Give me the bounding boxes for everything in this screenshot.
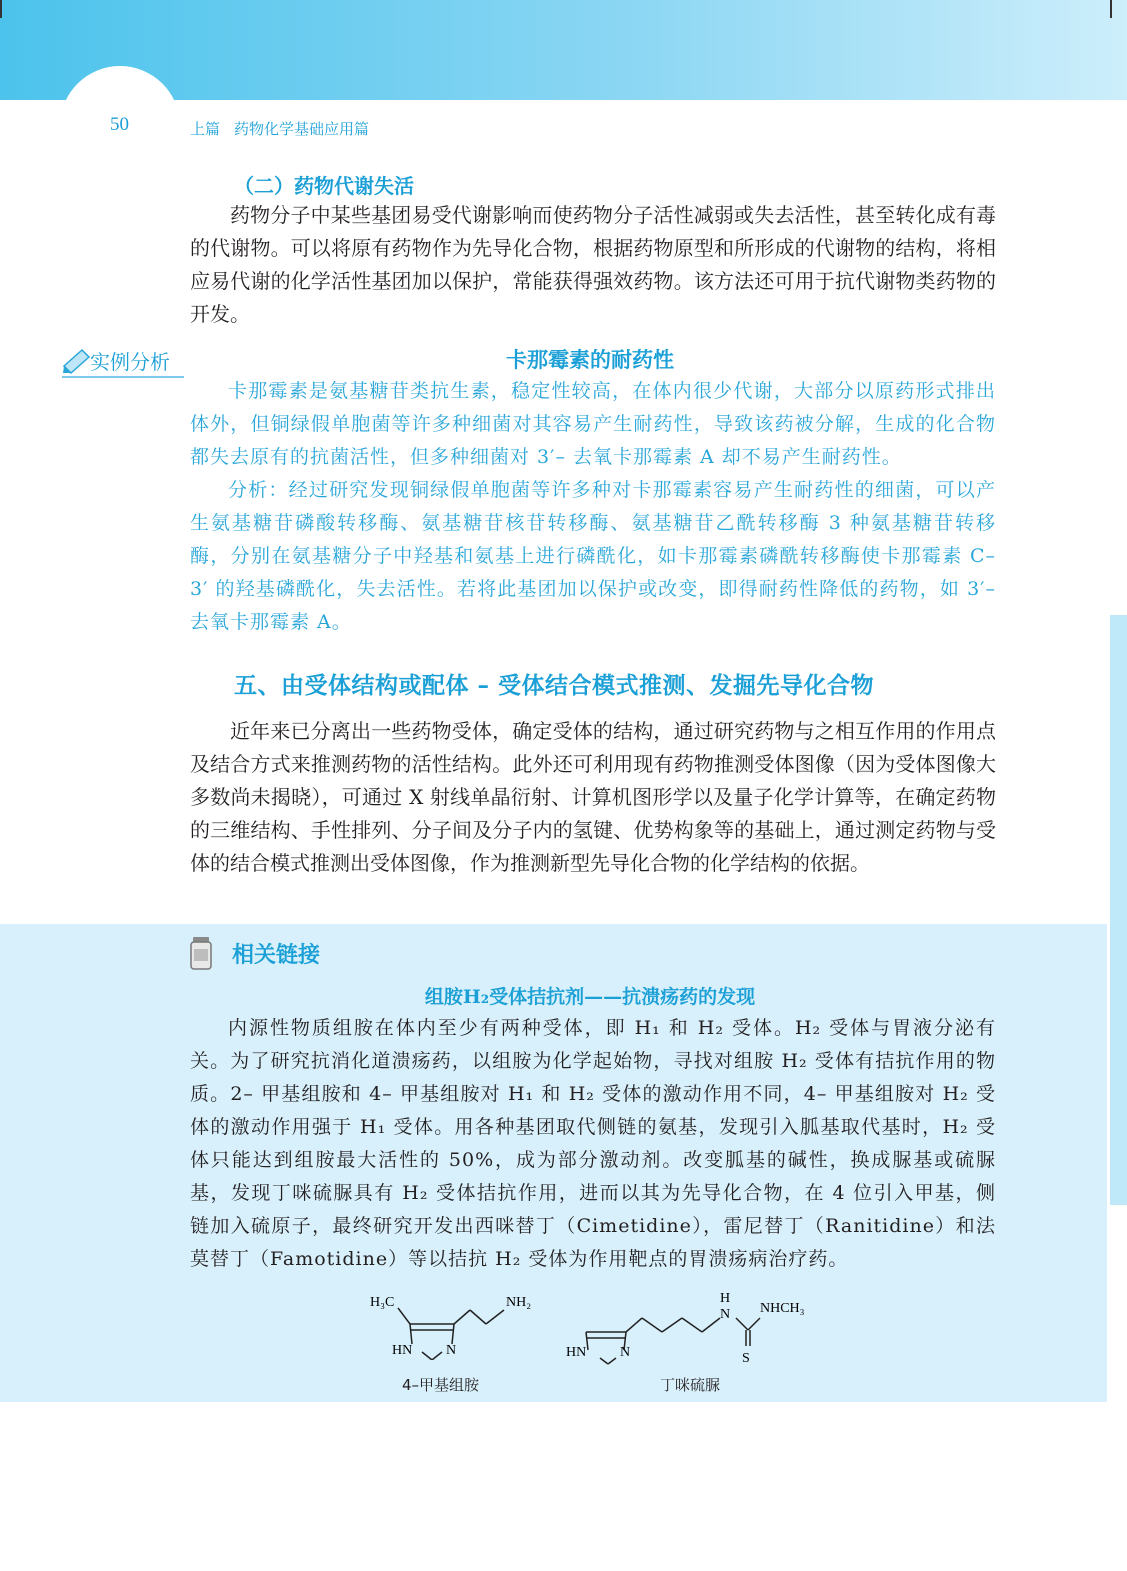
label-hn: HN bbox=[566, 1345, 587, 1360]
case-label-text: 实例分析 bbox=[90, 350, 170, 374]
crop-mark bbox=[1110, 0, 1112, 18]
subsection-paragraph: 药物分子中某些基团易受代谢影响而使药物分子活性减弱或失去活性，甚至转化成有毒的代谢物。可以将原有药物作为先导化合物，根据药物原型和所形成的代谢物的结构，将相应易代谢的化学活性基团加以保护，常能获得强效药物。该方法还可用于抗代谢物类药物的开发。 bbox=[190, 203, 996, 326]
book-title: 药物化学基础应用篇 bbox=[234, 120, 370, 138]
page-number: 50 bbox=[110, 114, 129, 135]
section-title: 五、由受体结构或配体 – 受体结合模式推测、发掘先导化合物 bbox=[234, 672, 875, 699]
label-s: S bbox=[742, 1351, 750, 1366]
label-h3c: H₃C bbox=[370, 1295, 395, 1310]
structure-drawing bbox=[370, 1290, 560, 1360]
label-nh2: NH₂ bbox=[506, 1295, 532, 1310]
molecule-name: 丁咪硫脲 bbox=[660, 1376, 721, 1394]
related-link-title: 相关链接 bbox=[232, 942, 321, 968]
header-banner bbox=[0, 0, 1127, 100]
jar-icon bbox=[190, 936, 212, 970]
case-title: 卡那霉素的耐药性 bbox=[506, 347, 674, 372]
case-paragraph-1: 卡那霉素是氨基糖苷类抗生素，稳定性较高，在体内很少代谢，大部分以原药形式排出体外，但铜绿假单胞菌等许多种细菌对其容易产生耐药性，导致该药被分解，生成的化合物都失去原有的抗菌活性，但多种细菌对 3′– 去氧卡那霉素 A 却不易产生耐药性。 bbox=[190, 380, 996, 468]
pencil-icon bbox=[62, 348, 92, 374]
label-n: N bbox=[446, 1343, 457, 1358]
label-n: N bbox=[620, 1345, 631, 1360]
related-link-subtitle: 组胺H₂受体拮抗剂——抗溃疡药的发现 bbox=[424, 986, 756, 1008]
part-label: 上篇 bbox=[190, 120, 221, 138]
label-nhch3: NHCH₃ bbox=[760, 1301, 805, 1316]
structure-drawing bbox=[560, 1288, 830, 1368]
crop-mark bbox=[0, 0, 2, 18]
label-hn: HN bbox=[392, 1343, 413, 1358]
structure-4-methylhistamine bbox=[370, 1290, 560, 1394]
case-analysis-label bbox=[62, 346, 184, 378]
related-link-paragraph: 内源性物质组胺在体内至少有两种受体，即 H₁ 和 H₂ 受体。H₂ 受体与胃液分泌有关。为了研究抗消化道溃疡药，以组胺为化学起始物，寻找对组胺 H₂ 受体有拮抗作用的物质。2– 甲基组胺和 4– 甲基组胺对 H₁ 和 H₂ 受体的激动作用不同，4– 甲基组胺对 H₂ 受体的激动作用强于 H₁ 受体。用各种基团取代侧链的氨基，发现引入胍基取代基时，H₂ 受体只能达到组胺最大活性的 50%，成为部分激动剂。改变胍基的碱性，换成脲基或硫脲基，发现丁咪硫脲具有 H₂ 受体拮抗作用，进而以其为先导化合物，在 4 位引入甲基，侧链加入硫原子，最终研究开发出西咪替丁（Cimetidine），雷尼替丁（Ranitidine）和法莫替丁（Famotidine）等以拮抗 H₂ 受体为作用靶点的胃溃疡病治疗药。 bbox=[190, 1017, 996, 1270]
molecule-name: 4–甲基组胺 bbox=[402, 1376, 480, 1394]
running-head bbox=[190, 118, 369, 139]
side-strip bbox=[1110, 615, 1127, 1205]
case-paragraph-2: 分析：经过研究发现铜绿假单胞菌等许多种对卡那霉素容易产生耐药性的细菌，可以产生氨基糖苷磷酸转移酶、氨基糖苷核苷转移酶、氨基糖苷乙酰转移酶 3 种氨基糖苷转移酶，分别在氨基糖分子中羟基和氨基上进行磷酰化，如卡那霉素磷酰转移酶使卡那霉素 C–3′ 的羟基磷酰化，失去活性。若将此基团加以保护或改变，即得耐药性降低的药物，如 3′– 去氧卡那霉素 A。 bbox=[190, 479, 996, 633]
label-h: H bbox=[720, 1291, 731, 1306]
structure-dimaprit-thiourea bbox=[560, 1288, 830, 1394]
subsection-heading: （二）药物代谢失活 bbox=[234, 174, 414, 198]
label-n-side: N bbox=[720, 1307, 731, 1322]
section-paragraph: 近年来已分离出一些药物受体，确定受体的结构，通过研究药物与之相互作用的作用点及结合方式来推测药物的活性结构。此外还可利用现有药物推测受体图像（因为受体图像大多数尚未揭晓），可通过 X 射线单晶衍射、计算机图形学以及量子化学计算等，在确定药物的三维结构、手性排列、分子间及分子内的氢键、优势构象等的基础上，通过测定药物与受体的结合模式推测出受体图像，作为推测新型先导化合物的化学结构的依据。 bbox=[190, 719, 996, 875]
